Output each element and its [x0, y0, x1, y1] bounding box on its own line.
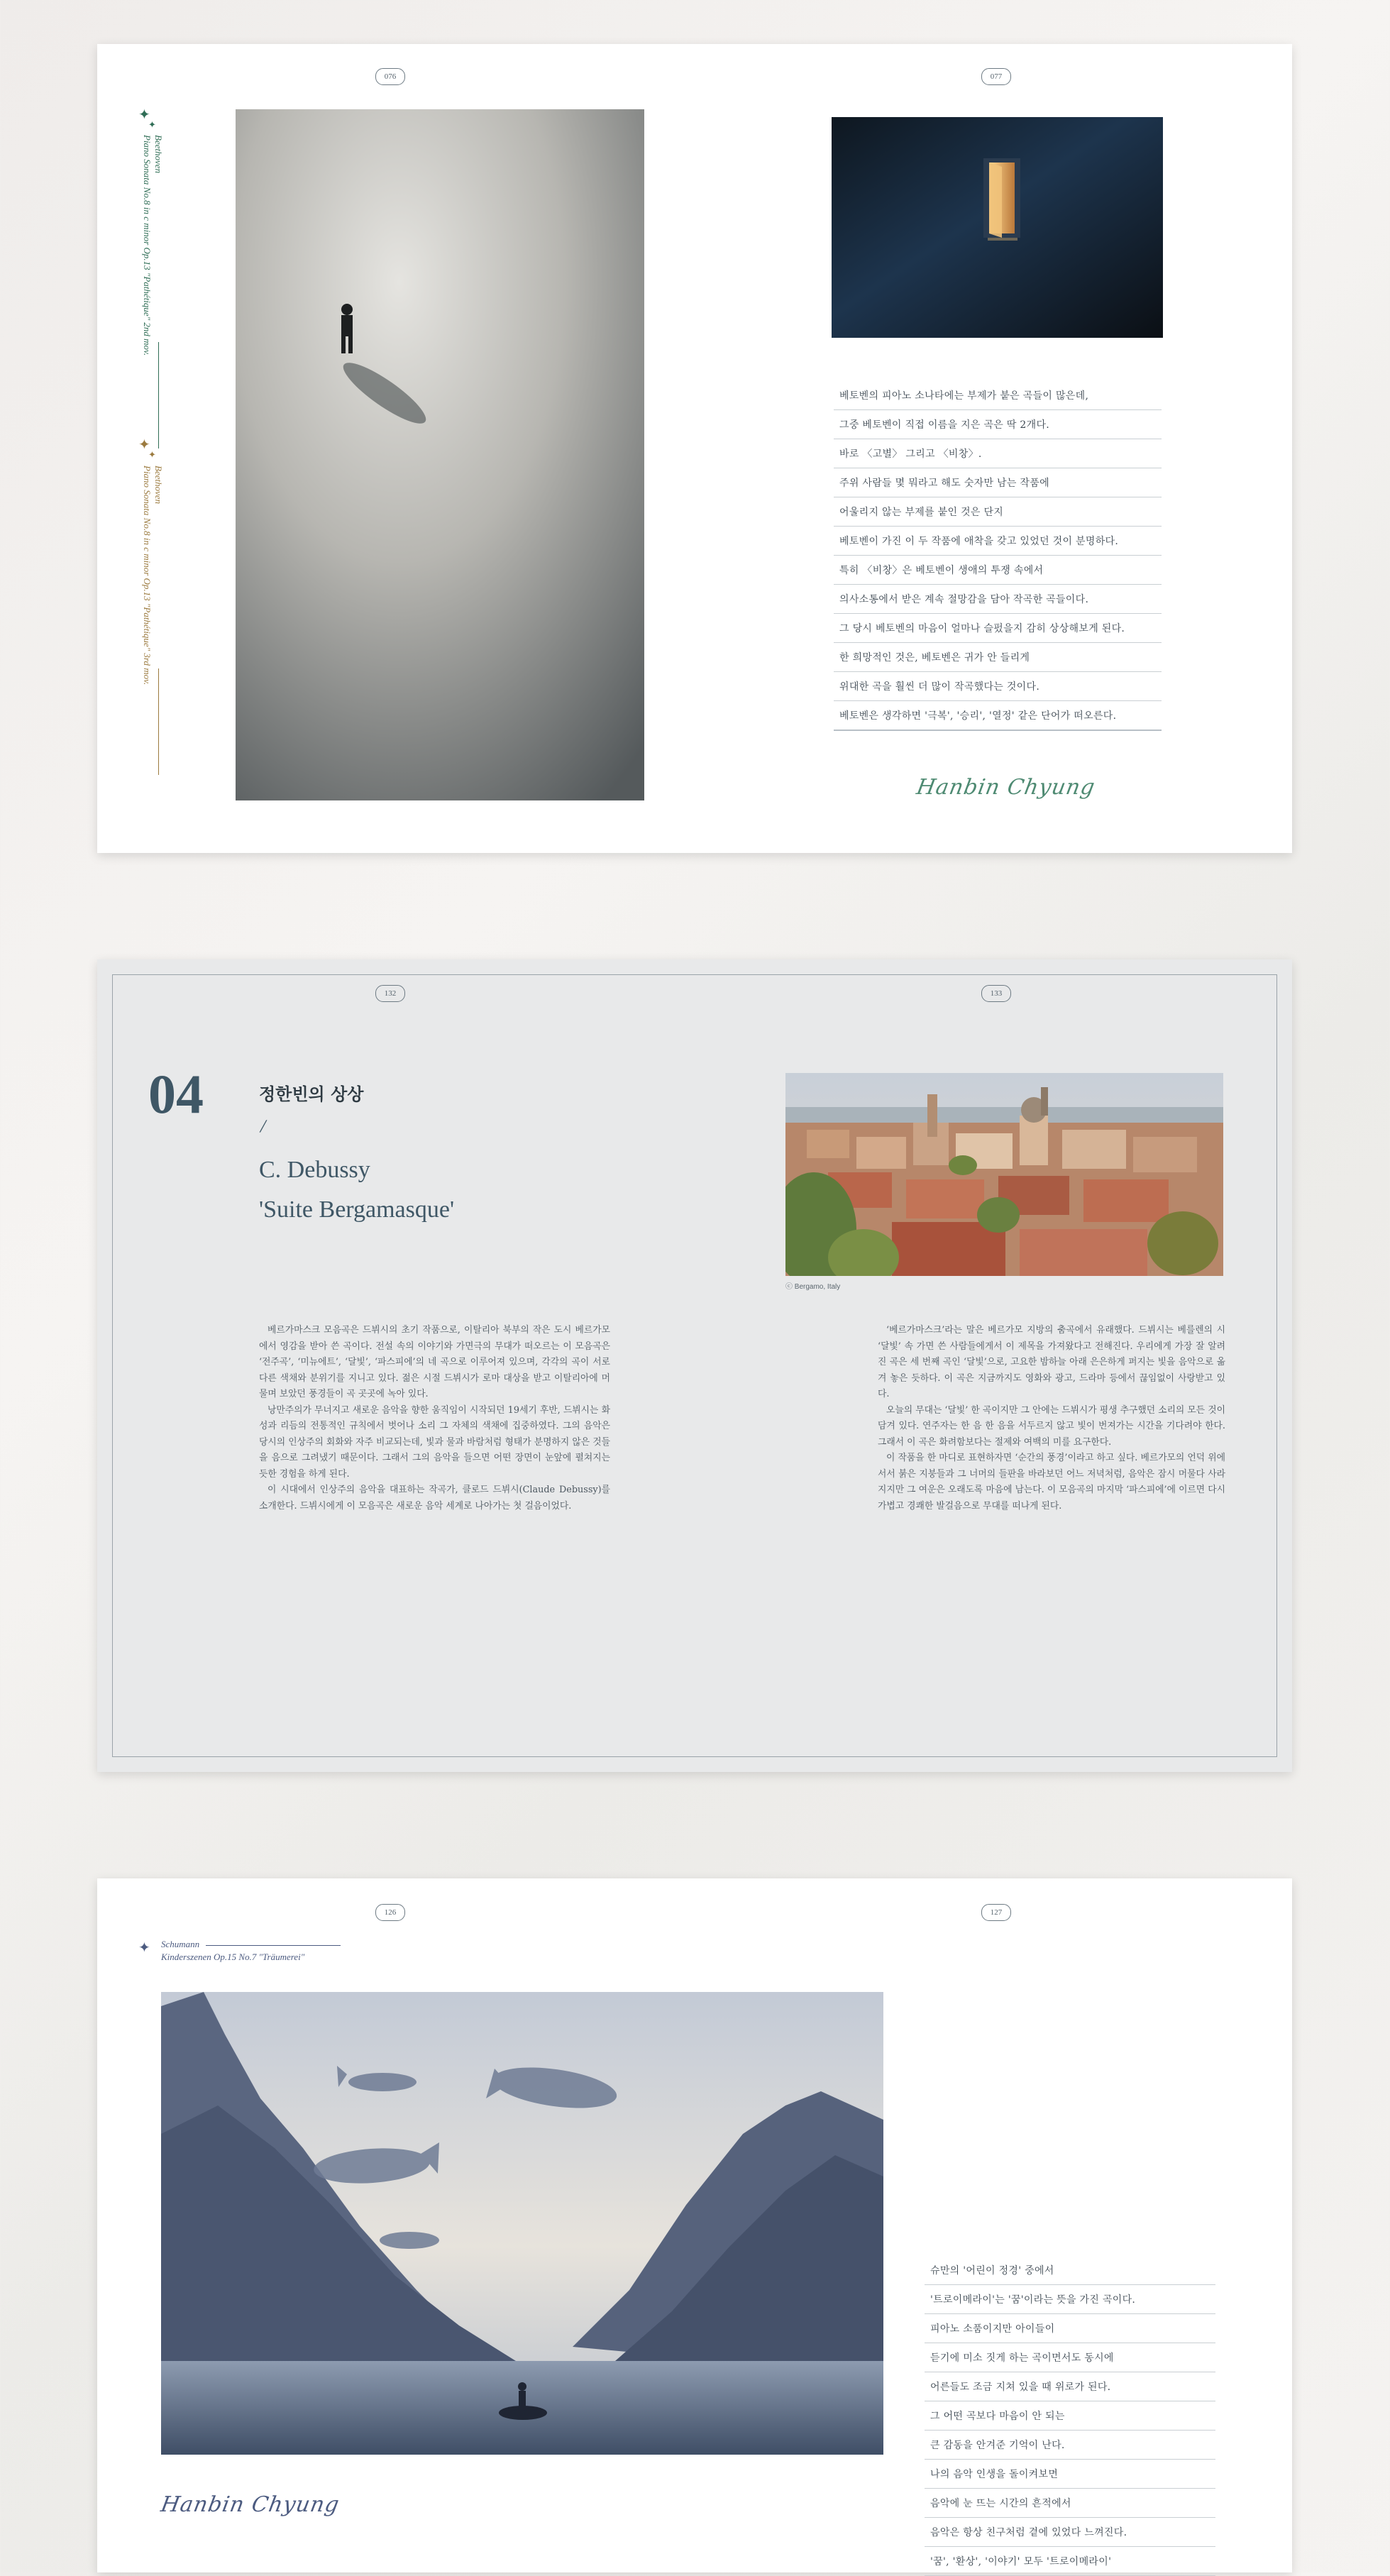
sparkle-icon: ✦: [138, 1940, 150, 1956]
folio-left: 132: [375, 985, 405, 1002]
paragraph: 이 시대에서 인상주의 음악을 대표하는 작곡가, 클로드 드뷔시(Claude Debussy)를 소개한다. 드뷔시에게 이 모음곡은 새로운 음악 세계로 나아가는 첫 걸음이었다.: [259, 1485, 610, 1512]
credit-composer: Beethoven: [153, 466, 164, 505]
composer-name: C. Debussy: [259, 1157, 370, 1183]
credit-beethoven-3rd: [141, 466, 164, 785]
text-line: 바로 〈고별〉 그리고 〈비창〉.: [834, 439, 1162, 468]
text-line: 베토벤의 피아노 소나타에는 부제가 붙은 곡들이 많은데,: [834, 381, 1162, 410]
paragraph: 이 작품을 한 마디로 표현하자면 ‘순간의 풍경’이라고 하고 싶다. 베르가모의 언덕 위에 서서 붉은 지붕들과 그 너머의 들판을 바라보던 어느 저녁처럼, 음악은 잠시 머물다 사라지지만 그 여운은 오래도록 마음에 남는다. 이 모음곡의 마지막 ‘파스피에’에 이르면 다시 가볍고 경쾌한 발걸음으로 무대를 떠나게 된다.: [878, 1453, 1225, 1512]
body-column-right: [878, 1323, 1225, 1514]
text-line: 의사소통에서 받은 계속 절망감을 담아 작곡한 곡들이다.: [834, 585, 1162, 614]
sparkle-icon: ✦: [138, 107, 150, 123]
paragraph: 오늘의 무대는 ‘달빛’ 한 곡이지만 그 안에는 드뷔시가 평생 추구했던 소리의 모든 것이 담겨 있다. 연주자는 한 음 한 음을 서두르지 않고 빛이 번져가는 시간을 기다려야 한다. 그래서 이 곡은 화려함보다는 절제와 여백의 미를 요구한다.: [878, 1404, 1225, 1448]
sparkle-icon: ✦: [138, 437, 150, 453]
text-line: 주위 사람들 몇 뭐라고 해도 숫자만 남는 작품에: [834, 468, 1162, 497]
text-line: 큰 감동을 안겨준 기억이 난다.: [925, 2431, 1215, 2460]
signature: Hanbin Chyung: [158, 2492, 342, 2517]
photo-lit-window: [832, 117, 1163, 338]
credit-rule: [158, 342, 159, 448]
work-title: 'Suite Bergamasque': [259, 1196, 455, 1223]
text-line: 그 당시 베토벤의 마음이 얼마나 슬펐을지 감히 상상해보게 된다.: [834, 614, 1162, 643]
paragraph: ‘베르가마스크’라는 말은 베르가모 지방의 춤곡에서 유래했다. 드뷔시는 베를렌의 시 ‘달빛’ 속 가면 쓴 사람들에게서 이 제목을 가져왔다고 전해진다. 우리에게 가장 잘 알려진 곡은 세 번째 곡인 ‘달빛’으로, 고요한 밤하늘 아래 은은하게 퍼지는 빛을 음악으로 옮겨 놓은 듯하다. 이 곡은 지금까지도 영화와 광고, 드라마 등에서 끊임없이 사랑받고 있다.: [878, 1325, 1225, 1399]
folio-right: 127: [981, 1904, 1011, 1921]
chapter-number: 04: [148, 1063, 204, 1125]
sparkle-icon: ✦: [148, 119, 156, 130]
credit-rule: [158, 668, 159, 775]
text-line: 베토벤이 가진 이 두 작품에 애착을 갖고 있었던 것이 분명하다.: [834, 527, 1162, 556]
folio-right: 133: [981, 985, 1011, 1002]
credit-work: Kinderszenen Op.15 No.7 "Träumerei": [161, 1952, 305, 1962]
text-line: 나의 음악 인생을 돌이켜보면: [925, 2460, 1215, 2489]
text-line: '꿈', '환상', '이야기' 모두 '트로이메라이': [925, 2547, 1215, 2576]
paragraph: 낭만주의가 무너지고 새로운 음악을 향한 움직임이 시작되던 19세기 후반, 드뷔시는 화성과 리듬의 전통적인 규칙에서 벗어나 소리 그 자체의 색채에 집중하였다. 그의 음악은 당시의 인상주의 회화와 자주 비교되는데, 빛과 물과 바람처럼 형태가 분명하지 않은 것들을 음으로 그려냈기 때문이다. 그래서 그의 음악을 들으면 어떤 장면이 눈앞에 펼쳐지는 듯한 경험을 하게 된다.: [259, 1404, 610, 1480]
text-line: 어울리지 않는 부제를 붙인 것은 단지: [834, 497, 1162, 527]
chapter-title: 정한빈의 상상: [259, 1084, 364, 1104]
text-line: 위대한 곡을 훨씬 더 많이 작곡했다는 것이다.: [834, 672, 1162, 701]
photo-lone-figure: [236, 109, 644, 800]
photo-bergamo: [785, 1073, 1223, 1276]
signature: Hanbin Chyung: [914, 775, 1098, 800]
credit-beethoven-2nd: [141, 135, 164, 454]
text-line: 음악은 항상 친구처럼 곁에 있었다 느껴진다.: [925, 2518, 1215, 2547]
text-line: 음악에 눈 뜨는 시간의 흔적에서: [925, 2489, 1215, 2518]
text-line: 한 희망적인 것은, 베토벤은 귀가 안 들리게: [834, 643, 1162, 672]
chapter-slash: /: [258, 1115, 268, 1138]
credit-composer: Beethoven: [153, 135, 164, 174]
text-line: 듣기에 미소 짓게 하는 곡이면서도 동시에: [925, 2343, 1215, 2372]
photo-whales: [161, 1992, 883, 2455]
text-line: 어른들도 조금 지쳐 있을 때 위로가 된다.: [925, 2372, 1215, 2401]
credit-schumann: [161, 1938, 341, 1964]
sparkle-icon: ✦: [148, 449, 156, 460]
credit-work: Piano Sonata No.8 in c minor Op.13 "Pathétique" 2nd mov.: [142, 135, 153, 356]
spread-debussy: [97, 959, 1292, 1772]
text-lines-schumann: [925, 2256, 1215, 2576]
spread-beethoven: [97, 44, 1292, 853]
folio-right: 077: [981, 68, 1011, 85]
photo-caption: ⓒ Bergamo, Italy: [785, 1283, 841, 1291]
credit-rule: [206, 1945, 341, 1946]
spread-schumann: [97, 1878, 1292, 2572]
text-line: '트로이메라이'는 '꿈'이라는 뜻을 가진 곡이다.: [925, 2285, 1215, 2314]
body-column-left: [259, 1323, 610, 1514]
folio-left: 076: [375, 68, 405, 85]
credit-work: Piano Sonata No.8 in c minor Op.13 "Pathétique" 3rd mov.: [142, 466, 153, 686]
folio-left: 126: [375, 1904, 405, 1921]
text-line: 피아노 소품이지만 아이들이: [925, 2314, 1215, 2343]
text-line: 그 어떤 곡보다 마음이 안 되는: [925, 2401, 1215, 2431]
text-line: 특히 〈비창〉은 베토벤이 생애의 투쟁 속에서: [834, 556, 1162, 585]
text-line: 그중 베토벤이 직접 이름을 지은 곡은 딱 2개다.: [834, 410, 1162, 439]
text-line: 베토벤은 생각하면 '극복', '승리', '열정' 같은 단어가 떠오른다.: [834, 701, 1162, 731]
text-line: 슈만의 '어린이 정경' 중에서: [925, 2256, 1215, 2285]
credit-composer: Schumann: [161, 1939, 200, 1949]
paragraph: 베르가마스크 모음곡은 드뷔시의 초기 작품으로, 이탈리아 북부의 작은 도시 베르가모에서 영감을 받아 쓴 곡이다. 전설 속의 이야기와 가면극의 무대가 떠오르는 이 모음곡은 ‘전주곡’, ‘미뉴에트’, ‘달빛’, ‘파스피에’의 네 곡으로 이루어져 있으며, 각각의 곡이 서로 다른 색채와 분위기를 지니고 있다. 젊은 시절 드뷔시가 로마 대상을 받고 이탈리아에 머물며 보았던 풍경들이 곡 곳곳에 녹아 있다.: [259, 1325, 610, 1399]
text-lines-beethoven: [834, 381, 1162, 731]
